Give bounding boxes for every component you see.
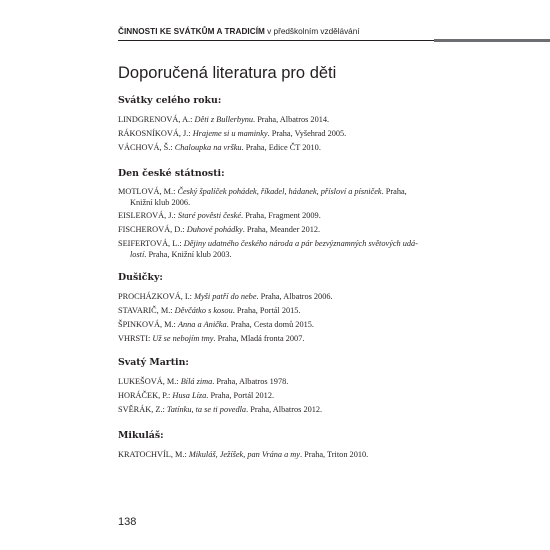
list-item: [118, 450, 440, 461]
entry-title: Staré pověsti české: [177, 211, 242, 220]
list-item: [118, 306, 440, 317]
running-head-caps: ČINNOSTI KE SVÁTKŮM A TRADICÍM: [118, 27, 265, 36]
entry-continuation: Knižní klub 2006.: [130, 197, 191, 207]
header-bar: [434, 39, 550, 42]
entry-title: Český špalíček pohádek, říkadel, hádanek, přísloví a písniček: [177, 187, 382, 196]
list-item: [118, 225, 440, 236]
entry-publisher: . Praha, Vyšehrad 2005.: [267, 129, 347, 138]
page-number: 138: [118, 516, 137, 528]
entry-title: Husa Líza: [172, 391, 207, 400]
entry-author: LINDGRENOVÁ, A.:: [118, 115, 195, 124]
entry-publisher: . Praha, Fragment 2009.: [241, 211, 321, 220]
entry-title: Děvčátko s kosou: [174, 306, 233, 315]
entry-title: Chaloupka na vršku: [174, 143, 242, 152]
entry-author: FISCHEROVÁ, D.:: [118, 225, 187, 234]
list-item: [118, 320, 440, 331]
entry-publisher: . Praha,: [381, 187, 407, 196]
entry-author: MOTLOVÁ, M.:: [118, 187, 178, 196]
list-item: [118, 377, 440, 388]
entry-title: Anna a Anička: [177, 320, 227, 329]
entry-author: VHRSTI:: [118, 334, 153, 343]
entry-title: Mikuláš, Ježíšek, pan Vrána a my: [188, 450, 300, 459]
list-item: [118, 211, 440, 222]
section-heading-svatky-celeho-roku: Svátky celého roku:: [118, 95, 222, 106]
list-item: [118, 292, 440, 303]
running-head: [118, 26, 434, 37]
section-heading-svaty-martin: Svatý Martin:: [118, 357, 189, 368]
entry-author: STAVARIČ, M.:: [118, 306, 175, 315]
entry-title: Děti z Bullerbynu: [194, 115, 254, 124]
header-rule: [118, 40, 434, 41]
entry-publisher: . Praha, Portál 2012.: [206, 391, 275, 400]
entry-title: Hrajeme si u maminky: [192, 129, 268, 138]
list-item: [118, 143, 440, 154]
entry-title: Už se nebojím tmy: [152, 334, 214, 343]
entry-author: EISLEROVÁ, J.:: [118, 211, 178, 220]
entry-continuation: [118, 250, 440, 261]
list-item: [118, 391, 440, 402]
entry-publisher: . Praha, Albatros 2006.: [256, 292, 333, 301]
entry-publisher: . Praha, Portál 2015.: [232, 306, 301, 315]
entry-publisher: . Praha, Albatros 2014.: [253, 115, 330, 124]
entry-title-continuation: lostí: [130, 249, 145, 259]
list-item: [118, 187, 440, 208]
entry-publisher: . Praha, Mladá fronta 2007.: [213, 334, 305, 343]
entry-title: Bílá zima: [180, 377, 213, 386]
entry-author: PROCHÁZKOVÁ, I.:: [118, 292, 195, 301]
list-item: [118, 129, 440, 140]
entry-author: LUKEŠOVÁ, M.:: [118, 377, 181, 386]
section-heading-mikulas: Mikuláš:: [118, 430, 164, 441]
section-heading-den-ceske-statnosti: Den české státnosti:: [118, 168, 225, 179]
entry-publisher: . Praha, Edice ČT 2010.: [241, 143, 321, 152]
entry-author: HORÁČEK, P.:: [118, 391, 173, 400]
entry-publisher: . Praha, Albatros 2012.: [246, 405, 323, 414]
entry-author: SVĚRÁK, Z.:: [118, 405, 167, 414]
entry-author: RÁKOSNÍKOVÁ, J.:: [118, 129, 193, 138]
entry-author: SEIFERTOVÁ, L.:: [118, 239, 184, 248]
entry-publisher: . Praha, Triton 2010.: [299, 450, 369, 459]
entry-publisher: . Praha, Meander 2012.: [242, 225, 321, 234]
entry-title: Duhové pohádky: [186, 225, 243, 234]
section-heading-dusicky: Dušičky:: [118, 272, 163, 283]
entry-author: VÁCHOVÁ, Š.:: [118, 143, 175, 152]
list-item: [118, 334, 440, 345]
running-head-rest: v předškolním vzdělávání: [264, 27, 360, 36]
entry-publisher: . Praha, Cesta domů 2015.: [226, 320, 314, 329]
entry-title: Tatínku, ta se ti povedla: [166, 405, 247, 414]
list-item: [118, 405, 440, 416]
entry-author: KRATOCHVÍL, M.:: [118, 450, 189, 459]
list-item: [118, 115, 440, 126]
page-title: Doporučená literatura pro děti: [118, 64, 337, 82]
entry-author: ŠPINKOVÁ, M.:: [118, 320, 178, 329]
entry-publisher: . Praha, Albatros 1978.: [212, 377, 289, 386]
list-item: [118, 239, 440, 260]
entry-title: Myši patří do nebe: [194, 292, 257, 301]
entry-publisher: . Praha, Knižní klub 2003.: [144, 249, 232, 259]
entry-title: Dějiny udatného českého národa a pár bezvýznamných světových udá-: [183, 239, 418, 248]
